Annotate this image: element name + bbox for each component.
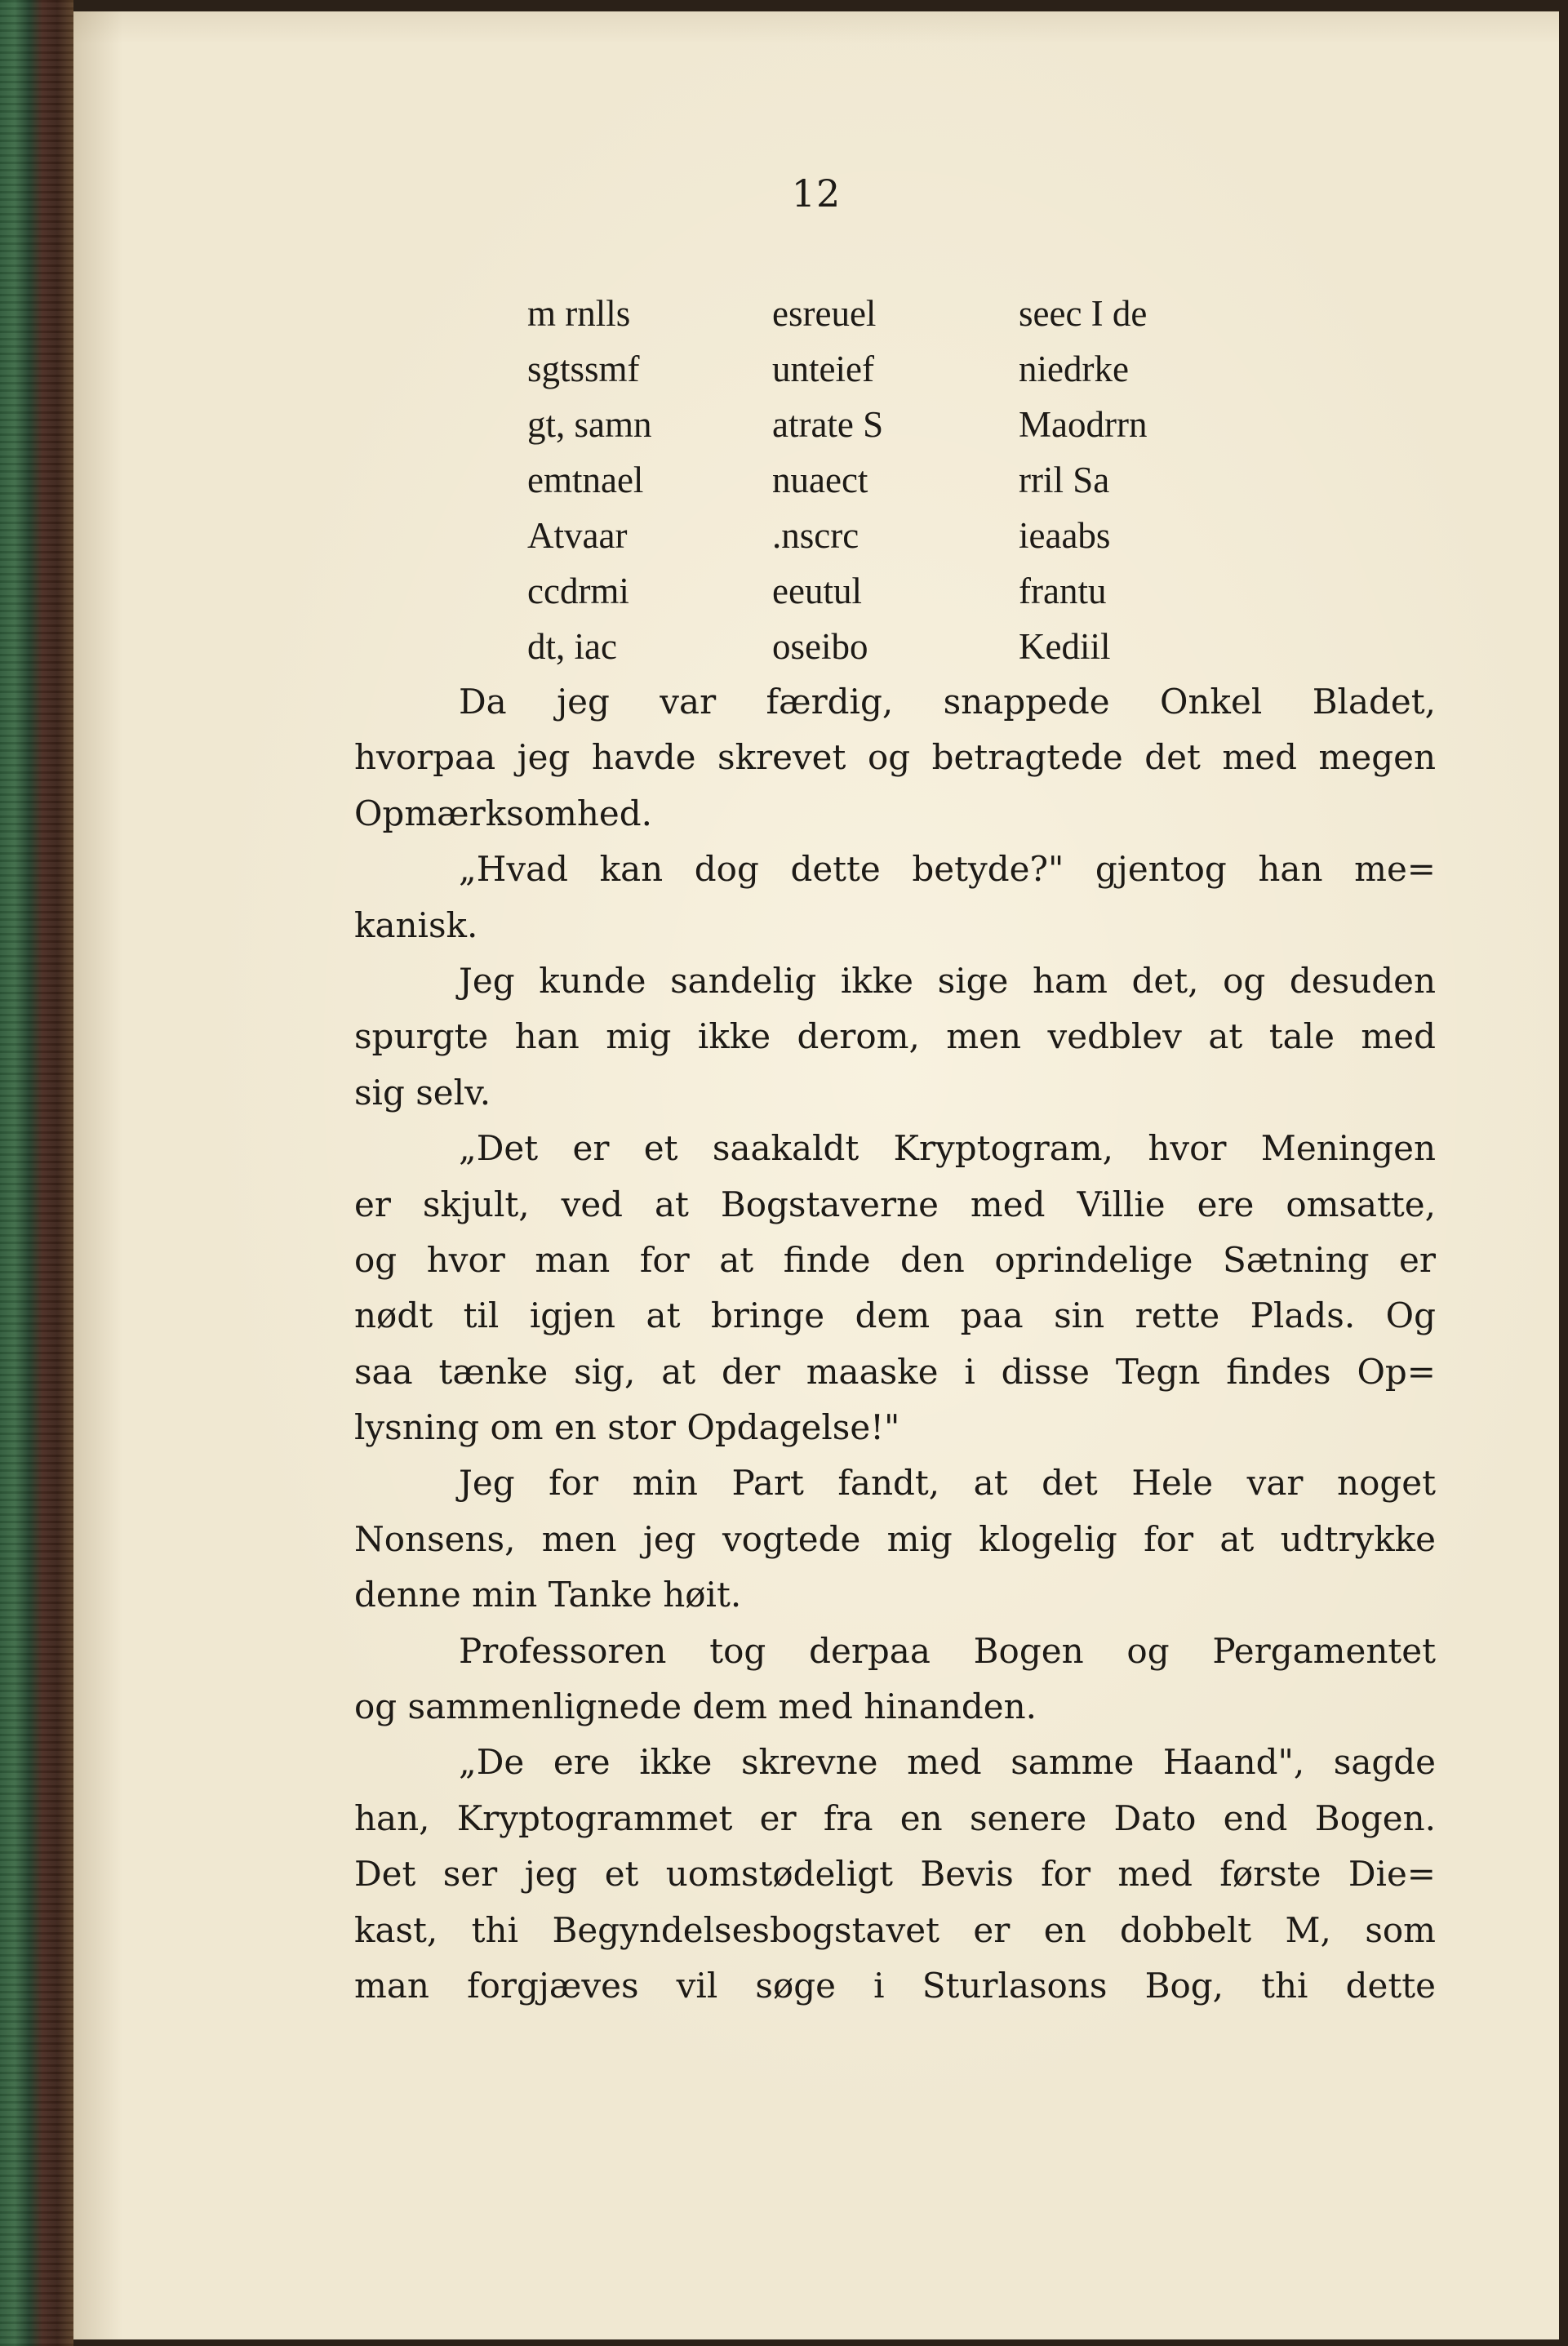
- text-line: og sammenlignede dem med hinanden.: [354, 1686, 1037, 1727]
- cipher-cell: gt, samn: [527, 404, 652, 445]
- cipher-row: [527, 397, 1262, 452]
- text-line: nødt til igjen at bringe dem paa sin rette Plads. Og: [354, 1295, 1436, 1336]
- cipher-cell: m rnlls: [527, 293, 631, 334]
- cipher-cell: unteief: [772, 349, 874, 389]
- text-line: Det ser jeg et uomstødeligt Bevis for med første Die=: [354, 1854, 1436, 1895]
- text-line: „Det er et saakaldt Kryptogram, hvor Meningen: [459, 1128, 1436, 1169]
- text-line: kanisk.: [354, 904, 478, 945]
- cipher-row: [527, 286, 1262, 341]
- cipher-cell: nuaect: [772, 460, 868, 500]
- cipher-block: [527, 286, 1262, 674]
- text-line: saa tænke sig, at der maaske i disse Tegn findes Op=: [354, 1351, 1436, 1392]
- cipher-cell: atrate S: [772, 404, 884, 445]
- text-line: denne min Tanke høit.: [354, 1575, 742, 1615]
- cipher-cell: rril Sa: [1019, 460, 1110, 500]
- cipher-cell: Kediil: [1019, 626, 1111, 667]
- cipher-cell: emtnael: [527, 460, 644, 500]
- text-line: man forgjæves vil søge i Sturlasons Bog, thi dette: [354, 1965, 1436, 2006]
- cipher-row: [527, 563, 1262, 619]
- text-line: sig selv.: [354, 1072, 491, 1113]
- cipher-cell: ieaabs: [1019, 515, 1111, 556]
- cipher-cell: Maodrrn: [1019, 404, 1148, 445]
- cipher-cell: oseibo: [772, 626, 868, 667]
- book-page: [73, 11, 1559, 2339]
- book-binding-edge: [0, 0, 73, 2346]
- cipher-cell: sgtssmf: [527, 349, 640, 389]
- text-line: Jeg kunde sandelig ikke sige ham det, og desuden: [459, 960, 1436, 1001]
- cipher-row: [527, 508, 1262, 563]
- body-text: [354, 674, 1436, 2014]
- text-line: „Hvad kan dog dette betyde?" gjentog han me=: [459, 849, 1436, 890]
- text-line: „De ere ikke skrevne med samme Haand", sagde: [459, 1742, 1436, 1783]
- cipher-cell: seec I de: [1019, 293, 1148, 334]
- cipher-cell: Atvaar: [527, 515, 628, 556]
- cipher-cell: eeutul: [772, 571, 862, 611]
- text-line: Opmærksomhed.: [354, 793, 652, 833]
- text-line: Da jeg var færdig, snappede Onkel Bladet,: [459, 682, 1436, 722]
- text-line: og hvor man for at finde den oprindelige Sætning er: [354, 1239, 1436, 1280]
- cipher-cell: esreuel: [772, 293, 877, 334]
- cipher-row: [527, 341, 1262, 397]
- text-line: han, Kryptogrammet er fra en senere Dato end Bogen.: [354, 1797, 1436, 1838]
- page-number: 12: [791, 171, 842, 215]
- cipher-cell: dt, iac: [527, 626, 617, 667]
- cipher-cell: ccdrmi: [527, 571, 629, 611]
- cipher-row: [527, 619, 1262, 674]
- text-line: Jeg for min Part fandt, at det Hele var noget: [459, 1463, 1436, 1504]
- text-line: kast, thi Begyndelsesbogstavet er en dobbelt M, som: [354, 1909, 1436, 1950]
- text-line: er skjult, ved at Bogstaverne med Villie ere omsatte,: [354, 1184, 1436, 1224]
- text-line: Nonsens, men jeg vogtede mig klogelig for at udtrykke: [354, 1518, 1436, 1559]
- text-line: lysning om en stor Opdagelse!": [354, 1407, 900, 1448]
- text-line: hvorpaa jeg havde skrevet og betragtede det med megen: [354, 737, 1436, 778]
- cipher-cell: frantu: [1019, 571, 1107, 611]
- cipher-row: [527, 452, 1262, 508]
- text-line: Professoren tog derpaa Bogen og Pergamentet: [459, 1630, 1436, 1671]
- cipher-cell: .nscrc: [772, 515, 860, 556]
- text-line: spurgte han mig ikke derom, men vedblev at tale med: [354, 1016, 1436, 1057]
- cipher-cell: niedrke: [1019, 349, 1129, 389]
